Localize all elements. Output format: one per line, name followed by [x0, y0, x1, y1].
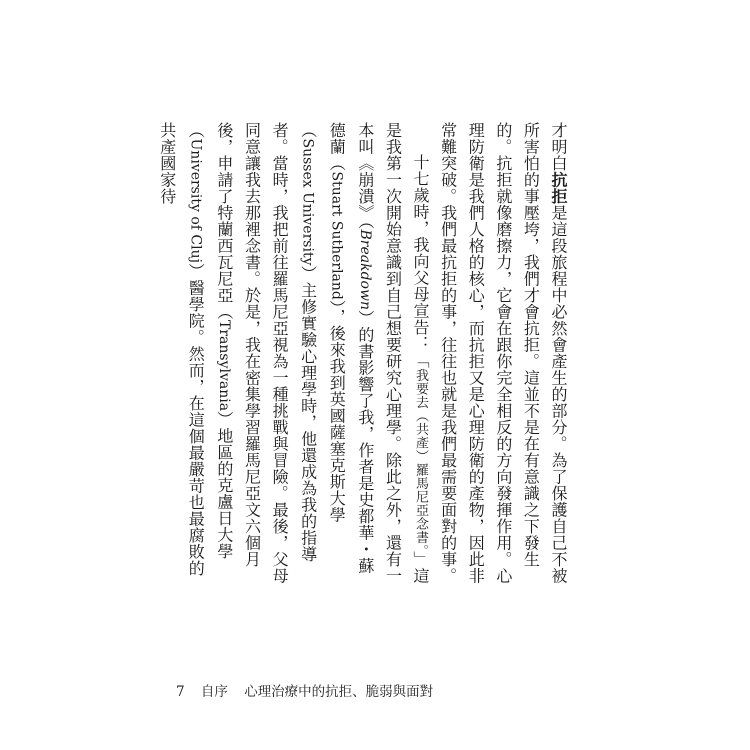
page-number: 7	[176, 684, 185, 700]
text-run: ）醫學院。然而，在這個最嚴苛也最腐敗的共產國家待	[157, 122, 206, 577]
text-run: ），後來我到英國薩塞克斯大學（	[298, 122, 347, 523]
page-footer	[176, 680, 433, 700]
paragraph	[434, 122, 572, 588]
text-run: 才明白	[549, 122, 568, 172]
text-run: ）地區的克盧日大學（	[186, 122, 234, 560]
text-run: 是這段旅程中必然會產生的部分。為了保護自己不被所害怕的事壓垮，我們才會抗拒。這並不是在有意識之下發生的。抗拒就像磨擦力，它會在跟你完全相反的方向發揮作用。心理防衛是我們人格的核心，而抗拒又是心理防衛的產物，因此非常難突破。我們最抗拒的事，往往也就是我們最需要面對的事。	[438, 122, 568, 584]
latin-term: University of Cluj	[187, 138, 204, 263]
running-header-title: 心理治療中的抗拒、脆弱與面對	[244, 684, 434, 700]
paragraph	[153, 122, 434, 588]
latin-term: Transylvania	[215, 320, 232, 412]
text-run: 十七歲時，我向父母宣告：「	[411, 154, 431, 369]
text-run: 」這是我第一次開始意識到自己想要研究心理學。除此之外，還有一本叫《崩潰》（	[355, 122, 431, 584]
section-label: 自序	[200, 684, 228, 700]
emphasized-term: 抗拒	[549, 171, 568, 205]
latin-term: Sussex University	[299, 138, 316, 266]
text-run: ）主修實驗心理學時，他還成為我的指導者。當時，我把前往羅馬尼亞視為一種挑戰與冒險。最後，父母同意讓我去那裡念書。於是，我在密集學習羅馬尼亞文六個月後，申請了特蘭西瓦尼亞（	[214, 122, 318, 584]
text-run: ）的書影響了我，作者是史都華・蘇德蘭（	[327, 122, 375, 574]
quoted-text: 我要去（共產）羅馬尼亞念書。	[413, 368, 429, 551]
latin-term: Stuart Sutherland	[328, 171, 345, 300]
body-text	[153, 122, 572, 588]
latin-title: Breakdown	[356, 229, 373, 310]
